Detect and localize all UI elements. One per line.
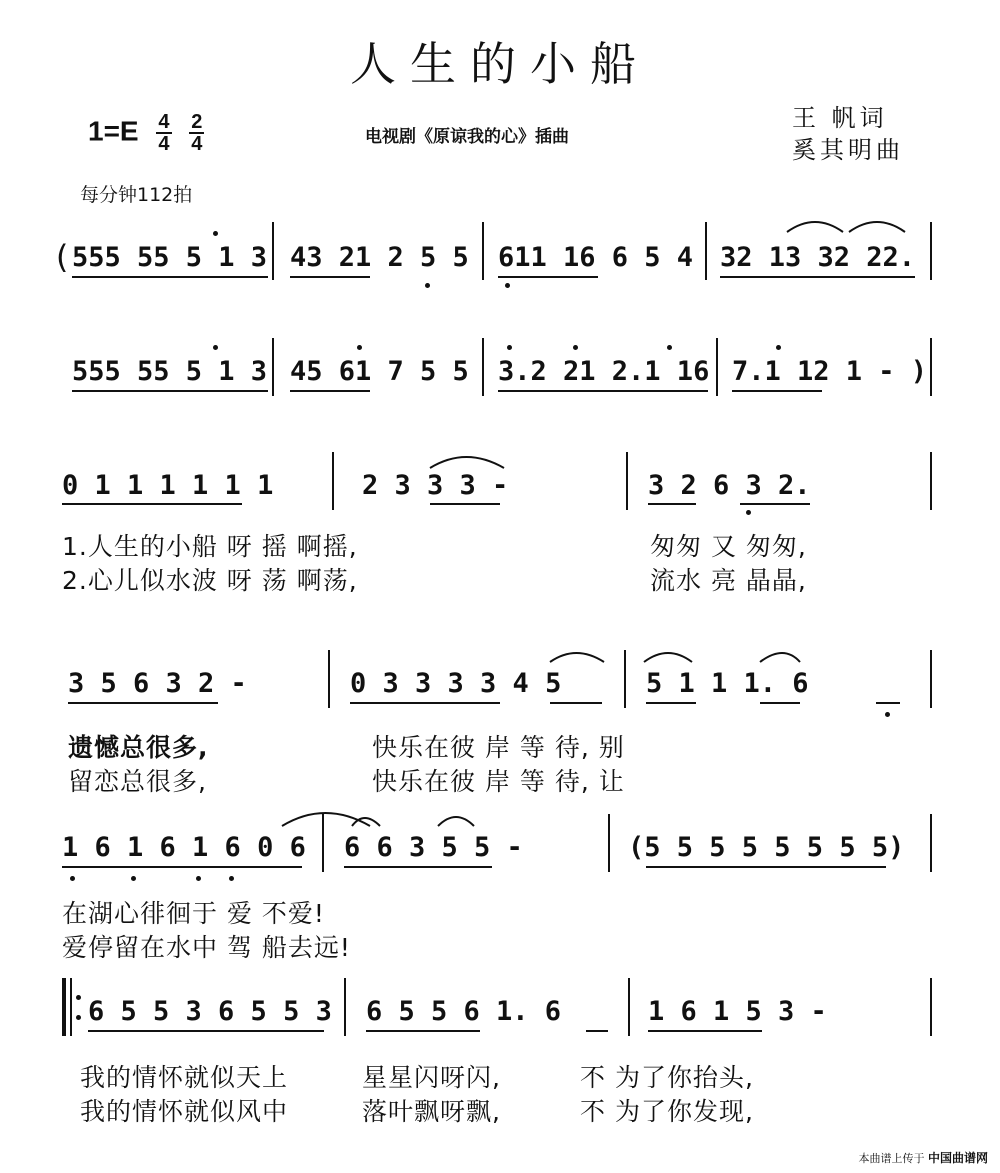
lyric-verse-1: 匆匆 又 匆匆,: [650, 532, 807, 561]
octave-dot: [573, 345, 578, 350]
footer-watermark: [858, 1149, 988, 1166]
underline: [648, 503, 696, 505]
barline: [608, 814, 610, 872]
octave-dot: [507, 345, 512, 350]
underline: [290, 390, 370, 392]
barline: [328, 650, 330, 708]
underline: [720, 276, 915, 278]
measure: (5 5 5 5 5 5 5 5): [628, 832, 905, 863]
barline: [332, 452, 334, 510]
page-title: 人生的小船: [350, 37, 650, 91]
lyric-verse-2: 2.心儿似水波 呀 荡 啊荡,: [62, 566, 358, 595]
measure: 32 13 32 22.: [720, 242, 916, 273]
barline: [716, 338, 718, 396]
lyric-verse-2: 落叶飘呀飘,: [362, 1097, 501, 1126]
octave-dot: [229, 876, 234, 881]
slur: [548, 640, 748, 666]
barline: [628, 978, 630, 1036]
lyric-verse-2: 我的情怀就似风中: [80, 1097, 289, 1126]
repeat-dot: [76, 995, 81, 1000]
time-signature-1: $\frac{4}{4}$: [158, 111, 170, 155]
underline: [646, 866, 886, 868]
octave-dot: [357, 345, 362, 350]
underline: [498, 276, 598, 278]
measure: 6 5 5 3 6 5 5 3: [88, 996, 332, 1027]
lyric-verse-1: 在湖心徘徊于 爱 不爱!: [62, 899, 325, 928]
open-paren: (: [52, 238, 72, 276]
underline: [68, 702, 218, 704]
barline: [482, 338, 484, 396]
key-label: 1=E: [88, 115, 139, 147]
lyric-verse-1: 1.人生的小船 呀 摇 啊摇,: [62, 532, 358, 561]
octave-dot: [196, 876, 201, 881]
underline: [646, 702, 696, 704]
barline: [272, 338, 274, 396]
key-signature: [88, 112, 204, 154]
octave-dot: [746, 510, 751, 515]
repeat-dot: [76, 1015, 81, 1020]
lyric-verse-2: 快乐在彼 岸 等 待, 让: [372, 767, 625, 796]
underline: [366, 1030, 480, 1032]
underline: [876, 702, 900, 704]
barline: [626, 452, 628, 510]
underline: [760, 702, 800, 704]
repeat-barline: [70, 978, 72, 1036]
measure: 43 21 2 5 5: [290, 242, 469, 273]
barline: [482, 222, 484, 280]
footer-text: 本曲谱上传于: [858, 1152, 925, 1165]
underline: [72, 390, 268, 392]
barline: [930, 452, 932, 510]
measure: 3.2 21 2.1 16: [498, 356, 710, 387]
measure: 45 61 7 5 5: [290, 356, 469, 387]
repeat-barline: [62, 978, 66, 1036]
underline: [586, 1030, 608, 1032]
underline: [72, 276, 268, 278]
barline: [930, 650, 932, 708]
octave-dot: [213, 231, 218, 236]
lyric-verse-1: 不 为了你抬头,: [580, 1063, 754, 1092]
measure: 555 55 5 1 3: [72, 356, 268, 387]
barline: [930, 222, 932, 280]
site-logo: 中国曲谱网: [927, 1151, 988, 1165]
lyric-verse-2: 留恋总很多,: [68, 767, 207, 796]
underline: [732, 390, 822, 392]
measure: 1 6 1 5 3 -: [648, 996, 827, 1027]
barline: [272, 222, 274, 280]
measure: 5 1 1 1. 6: [646, 668, 809, 699]
lyric-verse-1: 我的情怀就似天上: [80, 1063, 289, 1092]
measure: 3 5 6 3 2 -: [68, 668, 247, 699]
octave-dot: [667, 345, 672, 350]
barline: [930, 338, 932, 396]
octave-dot: [776, 345, 781, 350]
underline: [290, 276, 370, 278]
measure: 555 55 5 1 3: [72, 242, 268, 273]
measure: 6 6 3 5 5 -: [344, 832, 523, 863]
lyric-verse-2: 流水 亮 晶晶,: [650, 566, 807, 595]
underline: [62, 866, 302, 868]
barline: [705, 222, 707, 280]
lyric-verse-2: 爱停留在水中 驾 船去远!: [62, 933, 351, 962]
lyric-verse-1: 星星闪呀闪,: [362, 1063, 501, 1092]
slur: [428, 448, 508, 470]
barline: [344, 978, 346, 1036]
measure: 7.1 12 1 - ): [732, 356, 928, 387]
measure: 6 5 5 6 1. 6: [366, 996, 562, 1027]
measure: 0 3 3 3 3 4 5: [350, 668, 562, 699]
underline: [648, 1030, 762, 1032]
lyric-verse-2: 不 为了你发现,: [580, 1097, 754, 1126]
slur: [785, 212, 915, 236]
underline: [350, 702, 500, 704]
octave-dot: [213, 345, 218, 350]
underline: [550, 702, 602, 704]
underline: [62, 503, 242, 505]
measure: 2 3 3 3 -: [362, 470, 509, 501]
lyric-verse-1: 遗憾总很多,: [68, 733, 209, 762]
barline: [930, 814, 932, 872]
measure: 3 2 6 3 2.: [648, 470, 811, 501]
octave-dot: [131, 876, 136, 881]
measure: 0 1 1 1 1 1 1: [62, 470, 274, 501]
underline: [498, 390, 708, 392]
time-signature-2: $\frac{2}{4}$: [191, 111, 203, 155]
underline: [740, 503, 810, 505]
underline: [344, 866, 492, 868]
octave-dot: [885, 712, 890, 717]
barline: [930, 978, 932, 1036]
octave-dot: [505, 283, 510, 288]
measure: 1 6 1 6 1 6 0 6: [62, 832, 306, 863]
underline: [88, 1030, 324, 1032]
tempo-marking: 每分钟112拍: [80, 184, 193, 206]
subtitle: 电视剧《原谅我的心》插曲: [365, 127, 569, 147]
lyricist-credit: 王 帆词: [792, 104, 888, 132]
lyric-verse-1: 快乐在彼 岸 等 待, 别: [372, 733, 625, 762]
octave-dot: [70, 876, 75, 881]
underline: [430, 503, 500, 505]
slur: [280, 800, 480, 830]
measure: 611 16 6 5 4: [498, 242, 694, 273]
octave-dot: [425, 283, 430, 288]
composer-credit: 奚其明曲: [792, 136, 904, 164]
